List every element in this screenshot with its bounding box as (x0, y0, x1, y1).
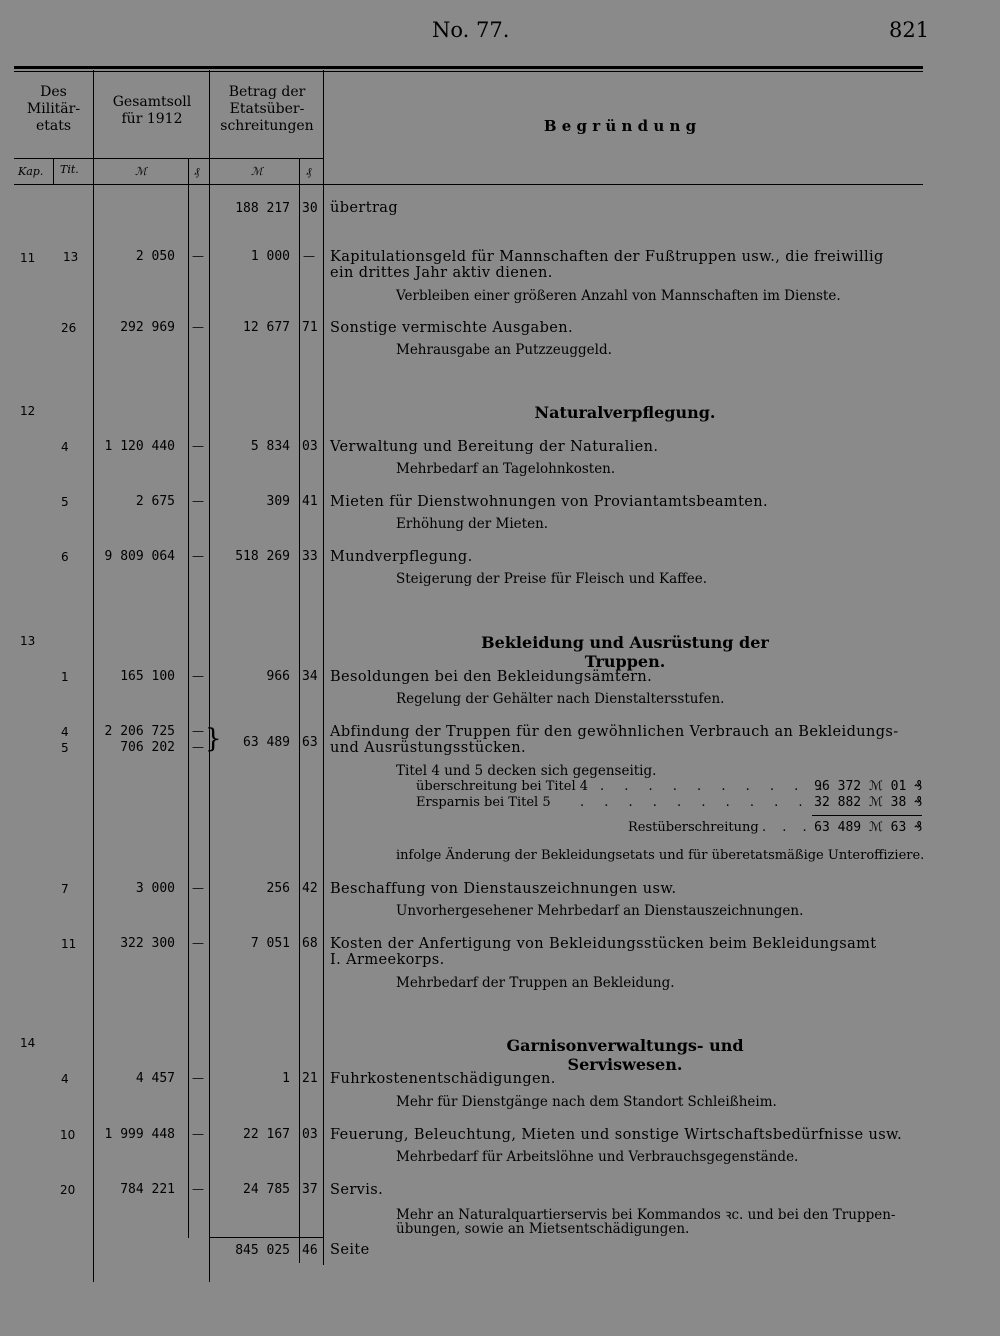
tit-number: 10 (60, 1128, 76, 1142)
header-rule (14, 184, 923, 185)
total-value: 845 025 (235, 1243, 290, 1258)
soll-pf: — (192, 249, 204, 263)
header-begruendung: B e g r ü n d u n g (543, 117, 697, 135)
row-note: Mehrbedarf an Tagelohnkosten. (396, 461, 616, 477)
header-gesamtsoll: Gesamtsoll für 1912 (112, 94, 192, 127)
col-line-soll-pf (188, 158, 189, 1238)
subheader-kap: Kap. (18, 165, 44, 178)
section-heading: Naturalverpflegung. (534, 403, 716, 422)
soll-pf: — (192, 936, 204, 950)
detail-label-3: Restüberschreitung (628, 820, 759, 835)
top-rule (14, 66, 923, 69)
subheader-rule (14, 158, 324, 159)
row-title: Beschaffung von Dienstauszeichnungen usw. (330, 881, 677, 897)
row-note: Verbleiben einer größeren Anzahl von Mannschaften im Dienste. (396, 288, 841, 304)
leader-dots: . . . (762, 820, 813, 835)
betrag-pf: 03 (302, 439, 318, 454)
row-title: Feuerung, Beleuchtung, Mieten und sonstige Wirtschaftsbedürfnisse usw. (330, 1127, 903, 1143)
soll-pf: — (192, 549, 204, 563)
soll-value-2: 706 202 (120, 740, 175, 755)
brace-icon: } (205, 724, 222, 754)
betrag-pf: 34 (302, 669, 318, 684)
subheader-soll-pf: ₰ (194, 165, 200, 178)
soll-pf-2: — (192, 740, 204, 754)
detail-label-1: überschreitung bei Titel 4 (416, 779, 589, 794)
col-line-soll (209, 70, 210, 1282)
soll-value: 1 120 440 (104, 439, 175, 454)
betrag-value: 12 677 (243, 320, 290, 335)
tit-number: 5 (61, 495, 69, 509)
tit-number: 20 (60, 1183, 76, 1197)
soll-pf: — (192, 1127, 204, 1141)
betrag-pf: 71 (302, 320, 318, 335)
row-title: Verwaltung und Bereitung der Naturalien. (330, 439, 659, 455)
row-title: Mieten für Dienstwohnungen von Proviantamtsbeamten. (330, 494, 769, 510)
section-heading: Garnisonverwaltungs- und Serviswesen. (506, 1036, 744, 1074)
soll-pf: — (192, 669, 204, 683)
header-militaeretats: Des Militär-etats (26, 84, 81, 134)
betrag-pf: 03 (302, 1127, 318, 1142)
betrag-value: 24 785 (243, 1182, 290, 1197)
betrag-value: 1 (282, 1071, 290, 1086)
col-line-etats (93, 70, 94, 1282)
tit-number: 13 (63, 250, 79, 264)
soll-pf: — (192, 439, 204, 453)
tit-number: 6 (61, 550, 69, 564)
row-note: Unvorhergesehener Mehrbedarf an Dienstauszeichnungen. (396, 903, 804, 919)
tit-number: 4 (61, 1072, 69, 1086)
betrag-value: 22 167 (243, 1127, 290, 1142)
subheader-betrag-pf: ₰ (306, 165, 312, 178)
leader-dots: . . . . . . . . . . (600, 779, 831, 794)
tit-number: 4 (61, 725, 69, 739)
soll-pf: — (192, 320, 204, 334)
row-note: Steigerung der Preise für Fleisch und Kaffee. (396, 571, 708, 587)
kap-number: 14 (20, 1036, 36, 1050)
betrag-pf: 68 (302, 936, 318, 951)
row-title: Kosten der Anfertigung von Bekleidungsstücken beim Bekleidungsamt (330, 936, 877, 952)
kap-number: 12 (20, 404, 36, 418)
betrag-pf: 41 (302, 494, 318, 509)
row-title: übertrag (330, 200, 399, 216)
betrag-pf: 33 (302, 549, 318, 564)
betrag-value: 256 (266, 881, 290, 896)
detail-note: infolge Änderung der Bekleidungsetats und für überetatsmäßige Unteroffiziere. (396, 848, 925, 863)
row-note: Regelung der Gehälter nach Dienstaltersstufen. (396, 691, 725, 707)
top-rule-thin (14, 71, 923, 72)
col-line-betrag (323, 70, 324, 1265)
soll-value: 322 300 (120, 936, 175, 951)
kap-number: 13 (20, 634, 36, 648)
detail-value-3: 63 489 ℳ 63 ₰ (814, 820, 922, 835)
soll-pf: — (192, 1071, 204, 1085)
soll-value: 2 206 725 (104, 724, 175, 739)
soll-value: 4 457 (135, 1071, 175, 1086)
tit-number: 4 (61, 440, 69, 454)
betrag-value: 966 (266, 669, 290, 684)
row-note: Mehrausgabe an Putzzeuggeld. (396, 342, 612, 358)
betrag-value: 7 051 (250, 936, 290, 951)
tit-number-2: 5 (61, 741, 69, 755)
row-note: Mehrbedarf für Arbeitslöhne und Verbrauchsgegenstände. (396, 1149, 799, 1165)
betrag-value: 518 269 (235, 549, 290, 564)
row-title-cont: ein drittes Jahr aktiv dienen. (330, 265, 553, 281)
detail-value-2: 32 882 ℳ 38 ₰ (814, 795, 922, 810)
soll-value: 165 100 (120, 669, 175, 684)
subheader-tit: Tit. (60, 163, 79, 176)
row-note: Mehr für Dienstgänge nach dem Standort Schleißheim. (396, 1094, 777, 1110)
page-number: 821 (889, 18, 930, 42)
betrag-pf: 63 (302, 735, 318, 750)
row-title: Mundverpflegung. (330, 549, 473, 565)
soll-value: 9 809 064 (104, 549, 175, 564)
soll-value: 784 221 (120, 1182, 175, 1197)
tit-number: 11 (61, 937, 77, 951)
soll-value: 292 969 (120, 320, 175, 335)
betrag-pf: 37 (302, 1182, 318, 1197)
subheader-soll-mark: ℳ (135, 165, 147, 178)
soll-pf: — (192, 724, 204, 738)
kap-number: 11 (20, 251, 36, 265)
soll-value: 1 999 448 (104, 1127, 175, 1142)
row-title: Fuhrkostenentschädigungen. (330, 1071, 556, 1087)
betrag-value: 188 217 (235, 201, 290, 216)
section-heading: Bekleidung und Ausrüstung der Truppen. (481, 633, 769, 671)
row-title-cont: und Ausrüstungsstücken. (330, 740, 527, 756)
detail-label-2: Ersparnis bei Titel 5 (416, 795, 551, 810)
row-title: Besoldungen bei den Bekleidungsämtern. (330, 669, 653, 685)
betrag-value: 309 (266, 494, 290, 509)
row-title: Kapitulationsgeld für Mannschaften der Fußtruppen usw., die freiwillig (330, 249, 884, 265)
row-note: Titel 4 und 5 decken sich gegenseitig. (396, 763, 657, 779)
page-carry-label: Seite (330, 1242, 370, 1258)
betrag-pf: 21 (302, 1071, 318, 1086)
tit-number: 1 (61, 670, 69, 684)
betrag-pf: — (303, 249, 315, 263)
row-note-cont: übungen, sowie an Mietsentschädigungen. (396, 1221, 690, 1237)
soll-pf: — (192, 494, 204, 508)
total-rule (209, 1237, 323, 1238)
leader-dots: . . . . . . . . . . . (580, 795, 835, 810)
col-line-kap (53, 158, 54, 184)
soll-pf: — (192, 1182, 204, 1196)
detail-value-1: 96 372 ℳ 01 ₰ (814, 779, 922, 794)
row-title: Sonstige vermischte Ausgaben. (330, 320, 573, 336)
total-pf: 46 (302, 1243, 318, 1258)
betrag-value: 5 834 (250, 439, 290, 454)
soll-value: 2 675 (135, 494, 175, 509)
soll-pf: — (192, 881, 204, 895)
row-title: Abfindung der Truppen für den gewöhnlichen Verbrauch an Bekleidungs- (330, 724, 899, 740)
row-title: Servis. (330, 1182, 384, 1198)
row-note: Erhöhung der Mieten. (396, 516, 549, 532)
col-line-betrag-pf (299, 158, 300, 1263)
betrag-value: 63 489 (243, 735, 290, 750)
row-note: Mehrbedarf der Truppen an Bekleidung. (396, 975, 675, 991)
soll-value: 3 000 (135, 881, 175, 896)
subheader-betrag-mark: ℳ (251, 165, 263, 178)
document-number: No. 77. (432, 18, 510, 42)
header-betrag: Betrag der Etatsüber-schreitungen (220, 84, 314, 134)
row-note: Mehr an Naturalquartierservis bei Kommandos ꝛc. und bei den Truppen- (396, 1207, 896, 1223)
betrag-pf: 42 (302, 881, 318, 896)
betrag-pf: 30 (302, 201, 318, 216)
tit-number: 7 (61, 882, 69, 896)
betrag-value: 1 000 (250, 249, 290, 264)
tit-number: 26 (61, 321, 77, 335)
row-title-cont: I. Armeekorps. (330, 952, 445, 968)
soll-value: 2 050 (135, 249, 175, 264)
sum-rule (812, 815, 922, 816)
